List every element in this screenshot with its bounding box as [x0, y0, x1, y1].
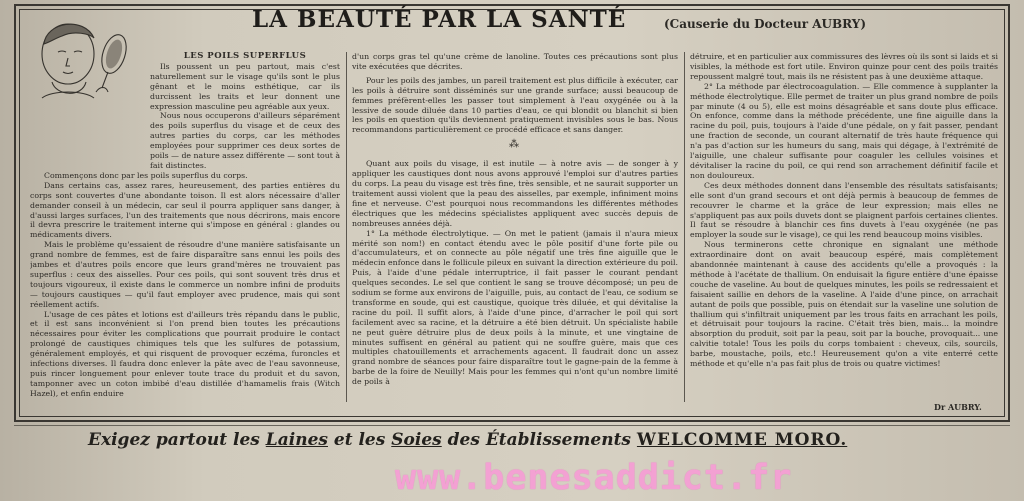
intro-block [150, 52, 340, 171]
article-column-3 [690, 52, 998, 412]
divider [14, 425, 1010, 426]
article-column-1 [30, 52, 340, 412]
column-divider [346, 52, 347, 402]
paragraph: Ils poussent un peu partout, mais c'est naturellement sur le visage qu'ils sont le plus gênant et le moins esthétique, car ils durcissent les traits et leur donnent une expression masculine peu agréable aux yeux. [150, 61, 340, 111]
paragraph: 2° La méthode par électrocoagulation. — Elle commence à supplanter la méthode électrolytique. Elle permet de traiter un plus grand nombre de poils par minute (4 ou 5), elle est moins désagréable et sans doute plus efficace. On enfonce, comme dans la méthode précédente, une fine aiguille dans la racine du poil, puis, toujours à l'aide d'une pédale, on y fait passer, pendant une fraction de seconde, un courant alternatif de très haute fréquence qui n'a pas d'action sur les humeurs du sang, mais qui dégage, à l'extrémité de l'aiguille, une chaleur suffisante pour coaguler les cellules voisines et dévitaliser la racine du poil, ce qui rend son arrachement définitif facile et non douloureux. [690, 81, 998, 180]
article-subtitle: (Causerie du Docteur AUBRY) [664, 17, 866, 31]
ad-laines: Laines [265, 430, 328, 450]
paragraph: Nous terminerons cette chronique en signalant une méthode extraordinaire dont on avait beaucoup espéré, mais complètement abandonnée maintenant à cause des accidents qu'elle a provoqués : la méthode à l'acétate de thallium. On enduisait la figure entière d'une épaisse couche de vaseline. Au bout de quelques minutes, les poils se redressaient et faisaient saillie en dehors de la vaseline. A l'aide d'une pince, on arrachait autant de poils que possible, puis on étendait sur la vaseline une solution de thallium qui s'infiltrait uniquement par les trous faits en arrachant les poils, et détruisait pour toujours la racine. C'était très bien, mais... la moindre absorption du produit, soit par la peau, soit par la bouche, provoquait... une calvitie totale! Tous les poils du corps tombaient : cheveux, cils, sourcils, barbe, moustache, poils, etc.! Heureusement qu'on a vite enterré cette méthode et qu'elle n'a pas fait plus de trois ou quatre victimes! [690, 240, 998, 369]
paragraph: Dans certains cas, assez rares, heureusement, des parties entières du corps sont couvertes d'une abondante toison. Il est alors nécessaire d'aller demander conseil à un médecin, car seul il pourra appliquer sans danger, à d'aussi larges surfaces, l'un des traitements que nous décrirons, mais encore il devra prescrire le traitement interne qui s'impose en général : glandes ou médicaments divers. [30, 180, 340, 240]
ad-text: des Établissements [441, 430, 637, 450]
section-separator: ⁂ [509, 139, 521, 151]
column-divider [684, 52, 685, 402]
article-column-2 [352, 52, 678, 412]
site-watermark: www.benesaddict.fr [395, 458, 793, 498]
paragraph: détruire, et en particulier aux commissures des lèvres où ils sont si laids et si visibles, la méthode est fort utile. Environ quinze pour cent des poils traités repoussent malgré tout, mais ils ne résistent pas à une deuxième attaque. [690, 52, 998, 81]
paragraph: Quant aux poils du visage, il est inutile — à notre avis — de songer à y appliquer les caustiques dont nous avons approuvé l'emploi sur d'autres parties du corps. La peau du visage est très fine, très sensible, et ne saurait supporter un traitement aussi violent que la peau des aisselles, par exemple, infiniment moins fine et nerveuse. C'est pourquoi nous recommandons les différentes méthodes électriques que les médecins spécialistes appliquent avec succès depuis de nombreuses années déjà. [352, 159, 678, 228]
paragraph: Pour les poils des jambes, un pareil traitement est plus difficile à exécuter, car les poils à détruire sont disséminés sur une grande surface; aussi beaucoup de femmes préfèrent-elles les passer tout simplement à l'eau oxygénée ou à la lessive de soude diluée dans 10 parties d'eau, ce qui blondit ou blanchit si bien les poils en question qu'ils deviennent pratiquement invisibles sous le bas. Nous recommandons particulièrement ce procédé efficace et sans danger. [352, 75, 678, 135]
paragraph: L'usage de ces pâtes et lotions est d'ailleurs très répandu dans le public, et il est sans inconvénient si l'on prend bien toutes les précautions nécessaires pour éviter les complications que pourrait produire le contact prolongé de caustiques chimiques tels que les sulfures de potassium, généralement employés, et qui risquent de provoquer eczéma, furoncles et infections diverses. Il faudra donc enlever la pâte avec de l'eau savonneuse, puis rincer longuement pour enlever toute trace du produit et du savon, tamponner avec un coton imbibé d'eau distillée d'hamamelis frais (Witch Hazel), et enfin enduire [30, 309, 340, 398]
ad-text: Exigez partout les [88, 430, 266, 450]
ad-soies: Soies [391, 430, 442, 450]
paragraph: d'un corps gras tel qu'une crème de lanoline. Toutes ces précautions sont plus vite exécutées que décrites. [352, 52, 678, 71]
paragraph: 1° La méthode électrolytique. — On met le patient (jamais il n'aura mieux mérité son nom!) en contact étendu avec le pôle positif d'une forte pile ou d'accumulateurs, et on connecte au pôle négatif une très fine aiguille que le médecin enfonce dans le follicule pileux en suivant la direction extérieure du poil. Puis, à l'aide d'une pédale interruptrice, il fait passer le courant pendant quelques secondes. Le sel que contient le sang se trouve décomposé; un peu de sodium se forme aux environs de l'aiguille, puis, au contact de l'eau, ce sodium se transforme en soude, qui est caustique, quoique très diluée, et qui dévitalise la racine du poil. Il suffit alors, à l'aide d'une pince, d'arracher le poil qui sort facilement avec sa racine, et la détruire a été bien détruit. Un spécialiste habile ne peut guère détruire plus de deux poils à la minute, et une vingtaine de minutes suffisent en général au patient qui ne souffre guère, mais que ces multiples chatouillements et arrachements agacent. Il faudrait donc un assez grand nombre de séances pour faire disparaître tout le gagne-pain de la femme à barbe de la foire de Neuilly! Mais pour les femmes qui n'ont qu'un nombre limité de poils à [352, 228, 678, 387]
paragraph: Mais le problème qu'essaient de résoudre d'une manière satisfaisante un grand nombre de femmes, est de faire disparaître sans ennui les poils des jambes et d'autres poils encore que leurs grand'mères ne trouvaient pas superflus : ceux des aisselles. Pour ces poils, qui sont souvent très drus et toujours vigoureux, il existe dans le commerce un nombre infini de produits — toujours caustiques — qu'il faut employer avec prudence, mais qui sont réellement actifs. [30, 240, 340, 309]
paragraph: Ces deux méthodes donnent dans l'ensemble des résultats satisfaisants; elle sont d'un grand secours et ont déjà permis à beaucoup de femmes de recouvrer le charme et la grâce de leur expression; mais elles ne s'appliquent pas aux poils duvets dont se plaignent parfois certaines clientes. Il faut se résoudre à blanchir ces fins duvets à l'eau oxygénée (ne pas employer la soude sur le visage), ce qui les rend beaucoup moins visibles. [690, 180, 998, 240]
author-signature: Dr AUBRY. [934, 402, 982, 412]
ad-text: et les [327, 430, 392, 450]
paragraph: Commençons donc par les poils superflus du corps. [44, 170, 248, 180]
ad-brand: WELCOMME MORO. [636, 430, 848, 450]
advertisement-line [88, 430, 847, 450]
paragraph: Nous nous occuperons d'ailleurs séparément des poils superflus du visage et de ceux des autres parties du corps, car les méthodes employées pour supprimer ces deux sortes de poils — de nature assez différente — sont tout à fait distinctes. [150, 111, 340, 170]
article-title: LA BEAUTÉ PAR LA SANTÉ [252, 6, 627, 33]
section-heading: LES POILS SUPERFLUS [183, 52, 307, 61]
